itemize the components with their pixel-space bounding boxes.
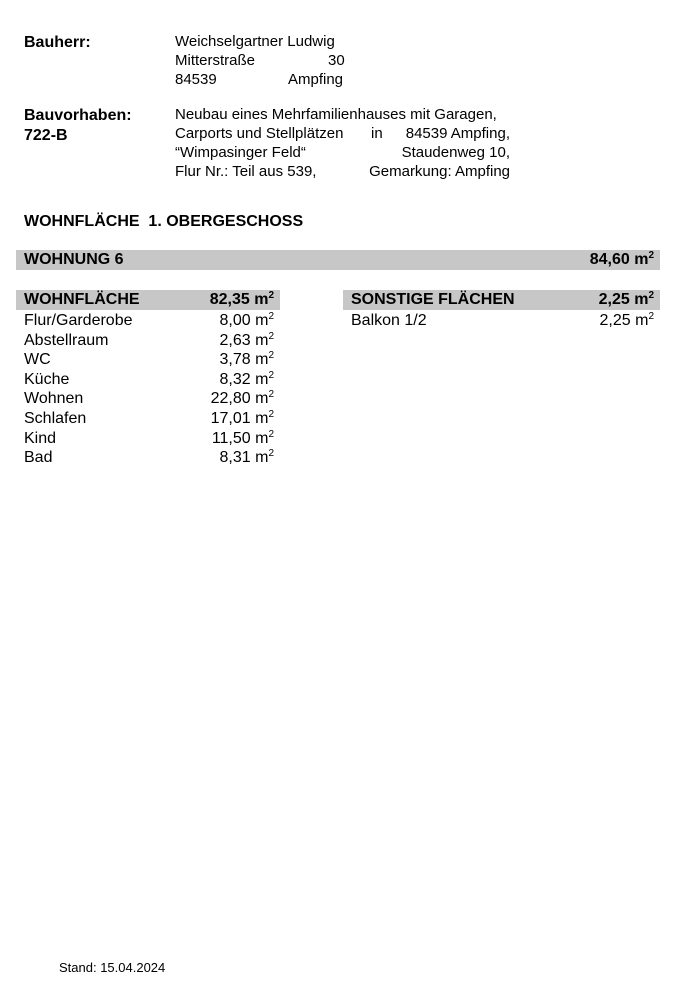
room-value: 8,31 $m^2$ bbox=[219, 448, 274, 466]
project-line-3b: Staudenweg 10, bbox=[401, 144, 510, 161]
room-row bbox=[24, 409, 274, 428]
project-line-4a: Flur Nr.: Teil aus 539, bbox=[175, 163, 317, 180]
sonstige-total: 2,25 $m^2$ bbox=[598, 290, 654, 308]
other-area-row bbox=[351, 311, 654, 330]
room-name: Küche bbox=[24, 371, 70, 388]
room-name: Bad bbox=[24, 449, 53, 466]
wohnflaeche-title: WOHNFLÄCHE bbox=[24, 291, 140, 308]
bauherr-name: Weichselgartner Ludwig bbox=[175, 33, 335, 50]
unit-name: WOHNUNG 6 bbox=[24, 251, 124, 268]
room-row bbox=[24, 429, 274, 448]
project-line-2c: 84539 Ampfing, bbox=[405, 125, 510, 142]
room-name: Schlafen bbox=[24, 410, 87, 427]
room-row bbox=[24, 350, 274, 369]
room-value: 11,50 $m^2$ bbox=[211, 429, 274, 447]
project-line-1: Neubau eines Mehrfamilienhauses mit Garagen, bbox=[175, 106, 497, 123]
project-line-2b: in bbox=[371, 125, 383, 142]
room-name: Abstellraum bbox=[24, 332, 109, 349]
unit-total: 84,60 $m^2$ bbox=[589, 250, 654, 268]
section-title: WOHNFLÄCHE 1. OBERGESCHOSS bbox=[24, 213, 304, 230]
room-value: 8,32 $m^2$ bbox=[219, 370, 274, 388]
room-value: 3,78 $m^2$ bbox=[219, 350, 274, 368]
project-line-2a: Carports und Stellplätzen bbox=[175, 125, 344, 142]
room-name: Flur/Garderobe bbox=[24, 312, 133, 329]
stand-date: Stand: 15.04.2024 bbox=[59, 960, 166, 975]
sonstige-bar bbox=[343, 290, 660, 310]
bauherr-number: 30 bbox=[328, 52, 345, 69]
wohnflaeche-total: 82,35 $m^2$ bbox=[209, 290, 274, 308]
bauvorhaben-label: Bauvorhaben: bbox=[24, 107, 132, 124]
other-area-name: Balkon 1/2 bbox=[351, 312, 427, 329]
room-row bbox=[24, 389, 274, 408]
room-row bbox=[24, 331, 274, 350]
room-name: Wohnen bbox=[24, 390, 84, 407]
sonstige-title: SONSTIGE FLÄCHEN bbox=[351, 291, 515, 308]
bauherr-city: Ampfing bbox=[288, 71, 344, 88]
wohnflaeche-bar bbox=[16, 290, 280, 310]
bauherr-label: Bauherr: bbox=[24, 34, 91, 51]
project-line-3a: “Wimpasinger Feld“ bbox=[175, 144, 306, 161]
room-value: 17,01 $m^2$ bbox=[210, 409, 274, 427]
room-row bbox=[24, 448, 274, 467]
bauherr-zip: 84539 bbox=[175, 71, 217, 88]
room-row bbox=[24, 370, 274, 389]
room-name: WC bbox=[24, 351, 51, 368]
bauherr-street: Mitterstraße bbox=[175, 52, 256, 69]
room-name: Kind bbox=[24, 430, 57, 447]
other-area-value: 2,25 $m^2$ bbox=[599, 311, 654, 329]
project-line-4b: Gemarkung: Ampfing bbox=[369, 163, 510, 180]
room-value: 2,63 $m^2$ bbox=[219, 331, 274, 349]
unit-bar bbox=[16, 250, 660, 270]
room-value: 22,80 $m^2$ bbox=[210, 389, 274, 407]
room-row bbox=[24, 311, 274, 330]
room-value: 8,00 $m^2$ bbox=[219, 311, 274, 329]
bauvorhaben-number: 722-B bbox=[24, 127, 68, 144]
